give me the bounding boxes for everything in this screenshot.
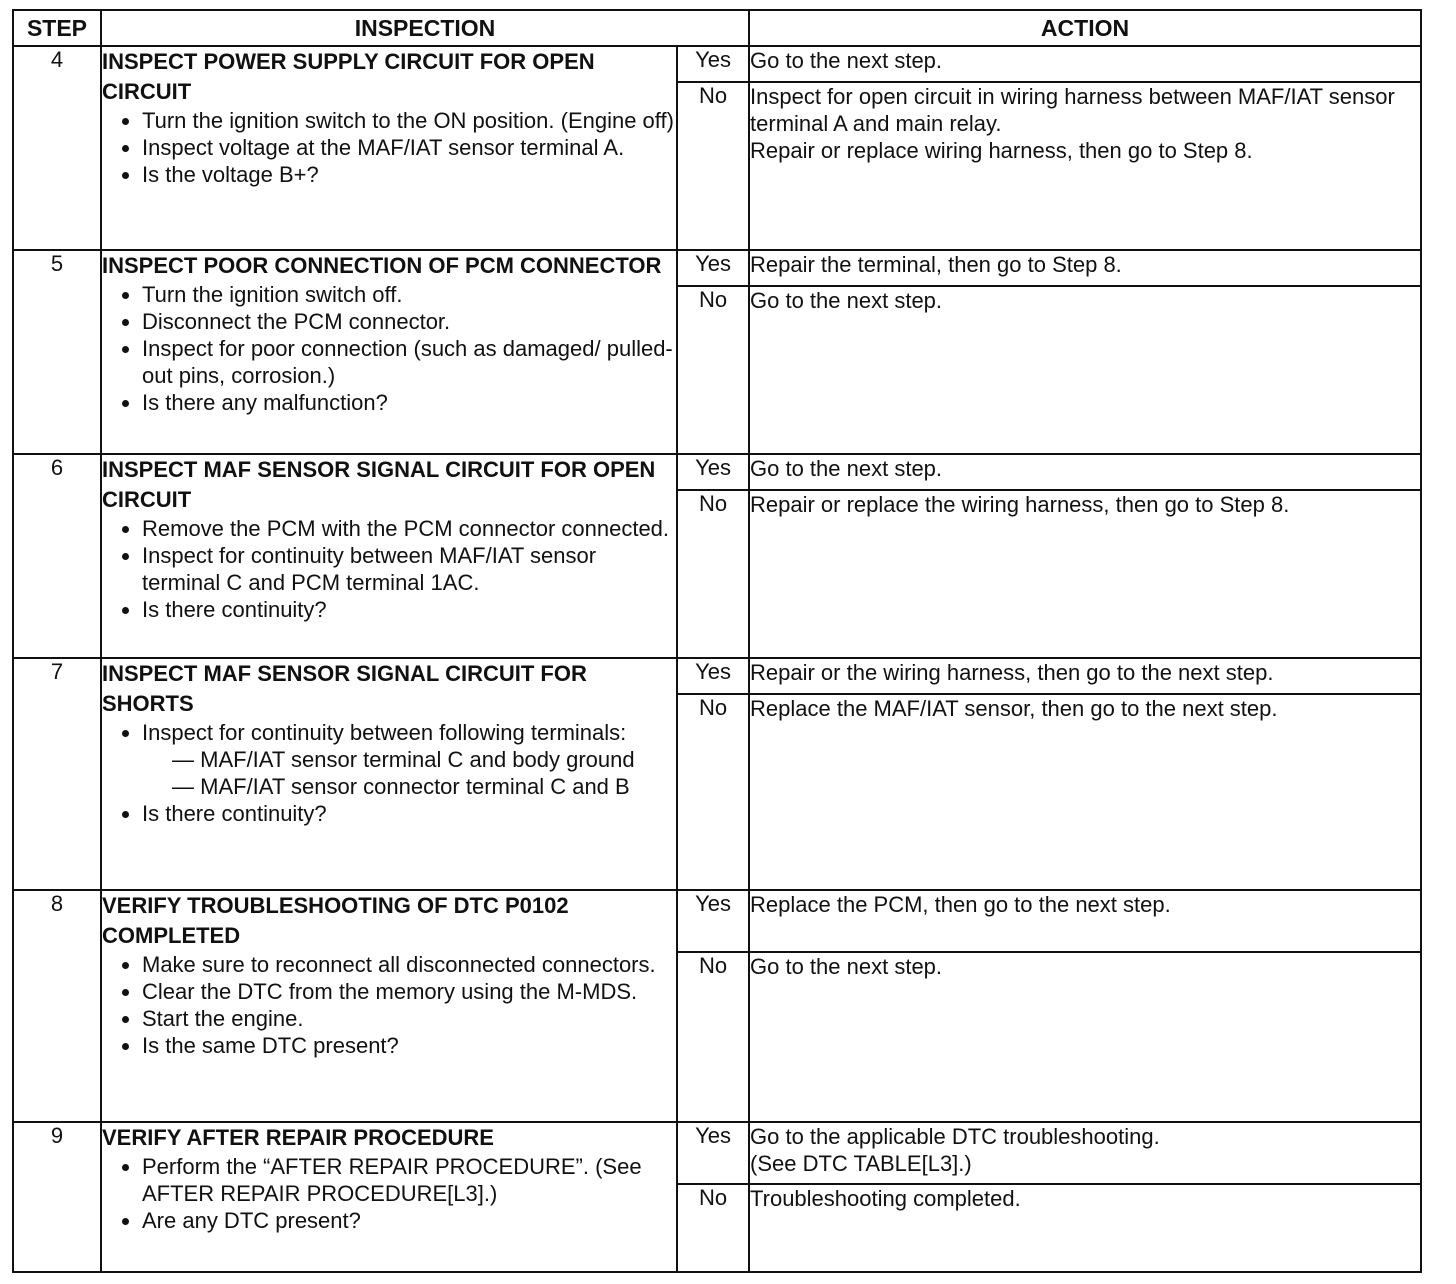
yes-label: Yes xyxy=(677,250,749,286)
inspection-list xyxy=(102,281,676,416)
table-row xyxy=(13,658,1421,694)
list-item xyxy=(142,719,676,800)
header-inspection: INSPECTION xyxy=(101,10,749,46)
no-label: No xyxy=(677,82,749,250)
inspection-list xyxy=(102,951,676,1059)
header-action: ACTION xyxy=(749,10,1421,46)
no-action: Go to the next step. xyxy=(749,286,1421,454)
inspection-title: VERIFY TROUBLESHOOTING OF DTC P0102 COMPLETED xyxy=(102,893,569,948)
step-number: 9 xyxy=(13,1122,101,1272)
troubleshooting-table xyxy=(12,9,1422,1273)
inspection-list xyxy=(102,719,676,827)
inspection-cell xyxy=(101,454,677,658)
list-item: • Clear the DTC from the memory using the M-MDS. xyxy=(142,978,676,1005)
table-row xyxy=(13,890,1421,952)
list-item: • Disconnect the PCM connector. xyxy=(142,308,676,335)
step-number: 6 xyxy=(13,454,101,658)
no-action xyxy=(749,82,1421,250)
inspection-cell xyxy=(101,658,677,890)
sub-list xyxy=(142,746,676,800)
list-item: • Turn the ignition switch to the ON position. (Engine off) xyxy=(142,107,676,134)
step-number: 4 xyxy=(13,46,101,250)
list-item: • Inspect for continuity between MAF/IAT sensor terminal C and PCM terminal 1AC. xyxy=(142,542,676,596)
list-item: • Perform the “AFTER REPAIR PROCEDURE”. (See AFTER REPAIR PROCEDURE[L3].) xyxy=(142,1153,676,1207)
no-label: No xyxy=(677,694,749,890)
list-item-text: Inspect for continuity between following terminals: xyxy=(142,720,627,745)
no-label: No xyxy=(677,490,749,658)
inspection-title: INSPECT POWER SUPPLY CIRCUIT FOR OPEN CIRCUIT xyxy=(102,49,595,104)
inspection-list xyxy=(102,107,676,188)
list-item: • Make sure to reconnect all disconnected connectors. xyxy=(142,951,676,978)
inspection-title: VERIFY AFTER REPAIR PROCEDURE xyxy=(102,1125,494,1150)
list-item: • Inspect for poor connection (such as damaged/ pulled-out pins, corrosion.) xyxy=(142,335,676,389)
step-number: 7 xyxy=(13,658,101,890)
yes-action: Go to the next step. xyxy=(749,46,1421,82)
no-action: Replace the MAF/IAT sensor, then go to the next step. xyxy=(749,694,1421,890)
yes-label: Yes xyxy=(677,1122,749,1184)
no-label: No xyxy=(677,286,749,454)
sub-list-item: — MAF/IAT sensor connector terminal C and B xyxy=(172,773,676,800)
yes-action: Repair or the wiring harness, then go to the next step. xyxy=(749,658,1421,694)
list-item: • Inspect voltage at the MAF/IAT sensor terminal A. xyxy=(142,134,676,161)
no-action: Repair or replace the wiring harness, then go to Step 8. xyxy=(749,490,1421,658)
list-item: • Is there any malfunction? xyxy=(142,389,676,416)
no-action: Troubleshooting completed. xyxy=(749,1184,1421,1272)
yes-label: Yes xyxy=(677,890,749,952)
list-item: • Is there continuity? xyxy=(142,596,676,623)
yes-label: Yes xyxy=(677,658,749,694)
step-number: 5 xyxy=(13,250,101,454)
list-item: • Start the engine. xyxy=(142,1005,676,1032)
inspection-title: INSPECT MAF SENSOR SIGNAL CIRCUIT FOR SHORTS xyxy=(102,661,587,716)
no-action: Go to the next step. xyxy=(749,952,1421,1122)
yes-action xyxy=(749,1122,1421,1184)
yes-action: Replace the PCM, then go to the next step. xyxy=(749,890,1421,952)
inspection-cell xyxy=(101,250,677,454)
inspection-cell xyxy=(101,46,677,250)
table-row xyxy=(13,250,1421,286)
no-label: No xyxy=(677,952,749,1122)
table-row xyxy=(13,454,1421,490)
inspection-title: INSPECT MAF SENSOR SIGNAL CIRCUIT FOR OPEN CIRCUIT xyxy=(102,457,656,512)
no-action-text: Inspect for open circuit in wiring harness between MAF/IAT sensor terminal A and main relay. xyxy=(750,84,1395,136)
list-item: • Turn the ignition switch off. xyxy=(142,281,676,308)
table-row xyxy=(13,46,1421,82)
yes-label: Yes xyxy=(677,454,749,490)
yes-action-text-2: (See DTC TABLE[L3].) xyxy=(750,1151,972,1176)
table-row xyxy=(13,1122,1421,1184)
list-item: • Is the same DTC present? xyxy=(142,1032,676,1059)
inspection-list xyxy=(102,1153,676,1234)
list-item: • Is the voltage B+? xyxy=(142,161,676,188)
header-row xyxy=(13,10,1421,46)
list-item: • Are any DTC present? xyxy=(142,1207,676,1234)
inspection-title: INSPECT POOR CONNECTION OF PCM CONNECTOR xyxy=(102,253,662,278)
step-number: 8 xyxy=(13,890,101,1122)
inspection-list xyxy=(102,515,676,623)
yes-label: Yes xyxy=(677,46,749,82)
list-item: • Remove the PCM with the PCM connector connected. xyxy=(142,515,676,542)
list-item: • Is there continuity? xyxy=(142,800,676,827)
sub-list-item: — MAF/IAT sensor terminal C and body ground xyxy=(172,746,676,773)
no-action-text-2: Repair or replace wiring harness, then go to Step 8. xyxy=(750,138,1253,163)
yes-action: Go to the next step. xyxy=(749,454,1421,490)
yes-action: Repair the terminal, then go to Step 8. xyxy=(749,250,1421,286)
header-step: STEP xyxy=(13,10,101,46)
no-label: No xyxy=(677,1184,749,1272)
inspection-cell xyxy=(101,1122,677,1272)
inspection-cell xyxy=(101,890,677,1122)
yes-action-text: Go to the applicable DTC troubleshooting. xyxy=(750,1124,1160,1149)
